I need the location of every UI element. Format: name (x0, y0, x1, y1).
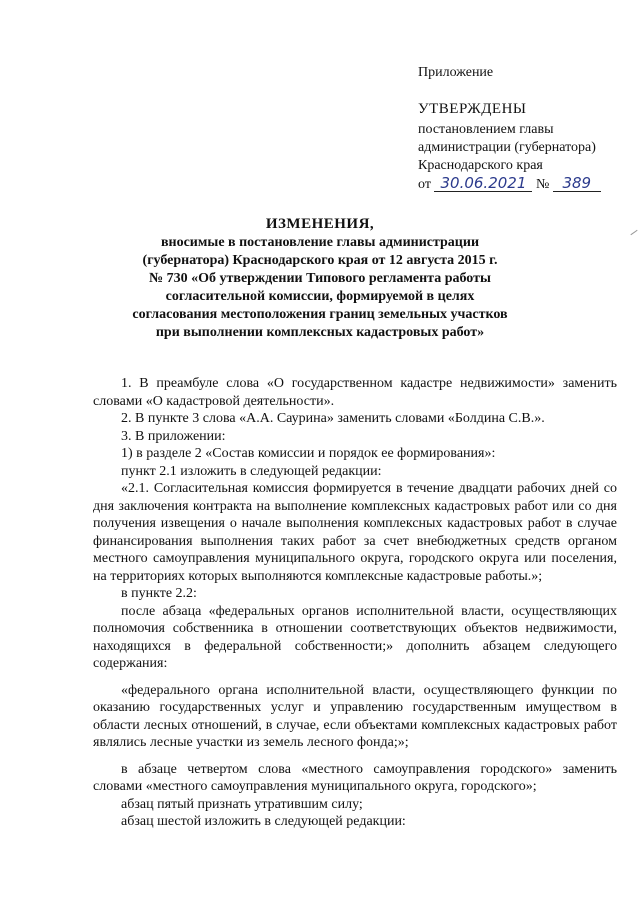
approval-date: 30.06.2021 (434, 175, 532, 192)
approved-line: Краснодарского края (418, 158, 543, 173)
title-line: согласования местоположения границ земельных участков (132, 307, 508, 322)
title-line: согласительной комиссии, формируемой в целях (165, 289, 475, 304)
approval-date-line (418, 175, 633, 194)
title-line: (губернатора) Краснодарского края от 12 августа 2015 г. (142, 253, 498, 268)
title-line: № 730 «Об утверждении Типового регламента работы (149, 271, 491, 286)
paragraph-abzac-5: абзац пятый признать утратившим силу; (121, 796, 363, 812)
paragraph-federal-organ: «федерального органа исполнительной власти, осуществляющего функции по оказанию государственных услуг и управлению государственным имуществом в области лесных отношений, в случае, если объектами комплексных кадастровых работ являлись лесные участки из земель лесного фонда;»; (93, 682, 617, 750)
paragraph-abzac-4: в абзаце четвертом слова «местного самоуправления городского» заменить словами «местного самоуправления муниципального округа, городского»; (93, 761, 617, 794)
approved-heading: УТВЕРЖДЕНЫ (418, 101, 527, 117)
paragraph-abzac-6: абзац шестой изложить в следующей редакции: (121, 814, 406, 829)
paragraph-point-2-1-text: «2.1. Согласительная комиссия формируется в течение двадцати рабочих дней со дня заключения контракта на выполнение комплексных кадастровых работ или со дня получения извещения о начале выполнения комплексных кадастровых работ в случае финансирования выполнения таких работ за счет внебюджетных средств органом местного самоуправления муниципального округа, городского округа или поселения, на территориях которых выполняются комплексные кадастровые работы.»; (93, 481, 617, 584)
title-main: ИЗМЕНЕНИЯ, (265, 216, 375, 232)
approved-line: постановлением главы (418, 122, 554, 137)
number-label: № (535, 177, 550, 192)
title-line: вносимые в постановление главы администрации (160, 235, 480, 250)
title-line: при выполнении комплексных кадастровых работ» (155, 325, 485, 340)
approval-number: 389 (553, 175, 601, 192)
margin-mark (630, 230, 637, 235)
approval-block (418, 100, 633, 194)
document-title (100, 215, 540, 342)
document-body (93, 375, 617, 831)
approved-line: администрации (губернатора) (418, 140, 596, 155)
paragraph-after-abzac: после абзаца «федеральных органов исполнительной власти, осуществляющих полномочия собственника в отношении соответствующих объектов недвижимости, находящихся в федеральной собственности;» дополнить абзацем следующего содержания: (93, 603, 617, 671)
paragraph-item-2: 2. В пункте 3 слова «А.А. Саурина» заменить словами «Болдина С.В.». (121, 411, 545, 426)
appendix-label: Приложение (418, 65, 494, 80)
paragraph-section-2: 1) в разделе 2 «Состав комиссии и порядок ее формирования»: (121, 446, 496, 461)
paragraph-item-3: 3. В приложении: (121, 428, 226, 444)
paragraph-preamble: 1. В преамбуле слова «О государственном кадастре недвижимости» заменить словами «О кадастровой деятельности». (93, 376, 617, 409)
paragraph-point-2-1-intro: пункт 2.1 изложить в следующей редакции: (121, 463, 382, 479)
paragraph-point-2-2: в пункте 2.2: (121, 586, 197, 601)
from-label: от (418, 177, 431, 192)
